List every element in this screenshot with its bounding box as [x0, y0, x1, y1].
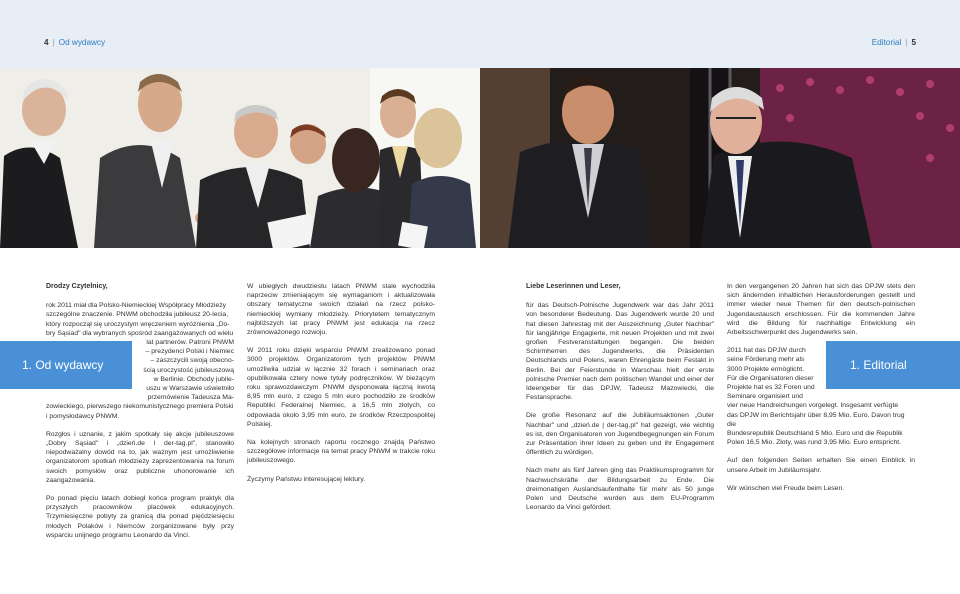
text-line: i pomysłodawcy PNWM. [46, 412, 120, 420]
paragraph-pl-5: W 2011 roku dzięki wsparciu PNWM zrealizowano ponad 3000 projektów. Organizatorom tych projektów PNWM umożliwiła udział w łącznie 32 forach i seminariach oraz opublikowała cztery nowe tytuły podręczników. W bieżącym roku sprawozdawczym PNWM dysponowała łączną kwotą 8,95 mln euro, z czego 5 mln euro pochodziło ze środków Republiki Federalnej Niemiec, a 16,5 mln złotych, co odpowiada około 3,95 mln euro, ze środków Rzeczpospolitej Polskiej. [247, 347, 435, 428]
right-column-1 [526, 282, 714, 521]
text-line: zowieckiego, pierwszego niekomunistycznego premiera Polski [46, 403, 234, 411]
paragraph-de-1: für das Deutsch-Polnische Jugendwerk war das Jahr 2011 von besonderer Bedeutung. Das Jugendwerk wurde 20 und hat diesen Jahrestag mit der Auszeichnung „Guter Nachbar" für langjährige Engagierte, mit neuen Projekten und mit zwei großen Festveranstaltungen begangen. Die beiden Schirmherren des Jugendwerks, die Präsidenten Deutschlands und Polens, waren Ehrengäste beim Festakt in Berlin. Bei der Feierstunde in Warschau hielt der erste polnische Premier nach dem politischen Wandel und einer der Ideengeber für das DPJW, Tadeusz Mazowiecki, die Festansprache. [526, 302, 714, 402]
paragraph-de-4: In den vergangenen 20 Jahren hat sich das DPJW stets den sich ändernden inhaltlichen Herausforderungen gestellt und immer wieder neue Themen für den deutsch-polnischen Jugendaustausch erschlossen. Für die kommenden Jahre wird die Bildung für nachhaltige Entwicklung ein Arbeitsschwerpunkt des Jugendwerks sein. [727, 283, 915, 337]
text-line: rok 2011 miał dla Polsko-Niemieckiej Współpracy Młodzieży [46, 302, 227, 310]
paragraph-de-5-wrap [727, 346, 819, 401]
photo-ceremony-group [0, 68, 480, 248]
text-line: uszu w Warszawie uświetniło [146, 385, 234, 393]
photo-event-illustration [480, 68, 960, 248]
text-line: w Berlinie. Obchody jubile- [153, 375, 234, 383]
greeting-de: Liebe Leserinnen und Leser, [526, 283, 621, 290]
text-line: das DPJW im Berichtsjahr über 8,95 Mio. Euro. Davon trug die [727, 411, 905, 428]
page-number-left: 4 [44, 38, 49, 47]
text-line: Bundesrepublik Deutschland 5 Mio. Euro und die Republik [727, 430, 903, 438]
paragraph-de-7: Wir wünschen viel Freude beim Lesen. [727, 484, 845, 492]
section-label-right: Editorial [871, 38, 902, 47]
text-line: bry Sąsiad" dla wybranych spośród zaangażowanych od wielu [46, 329, 234, 337]
header-band-left [0, 0, 480, 68]
right-column-2 [727, 282, 915, 502]
page-number-right: 5 [911, 38, 916, 47]
paragraph-pl-2: Rozgłos i uznanie, z jakim spotkały się akcje jubileuszowe „Dobry Sąsiad" i „dzień.de I der-tag.pl", stanowiło niepodważalny dowód na to, jak ważnym jest umożliwienie organizatorom spotkań młodzieży zaprezentowania na forum swoich pomysłów oraz publiczne uhonorowanie ich zaangażowania. [46, 430, 234, 484]
text-line: vier neue Handreichungen vorgelegt. Insgesamt verfügte [727, 402, 899, 410]
greeting-pl: Drodzy Czytelnicy, [46, 283, 108, 290]
text-line: lat partnerów. Patroni PNWM [146, 339, 234, 347]
section-tab-left-label: 1. Od wydawcy [22, 358, 104, 372]
paragraph-de-3: Nach mehr als fünf Jahren ging das Praktikumsprogramm für Nachwuchskräfte der Bildungsarbeit zu Ende. Die dreimonatigen Auslandsaufenthalte für mehr als 50 junge Polen und Deutsche wurden aus dem EU-Programm Leonardo da Vinci gefördert. [526, 467, 714, 512]
section-tab-right-label: 1. Editorial [850, 358, 907, 372]
page-marker-left [44, 38, 105, 47]
text-line: ścią uroczystość jubileuszową [143, 366, 234, 374]
paragraph-pl-4: W ubiegłych dwudziestu latach PNWM stale wychodziła naprzeciw zmieniającym się wymaganiom i aktualizowała obszary tematyczne swoich działań na rzecz polsko-niemieckiej wymiany młodzieży. Priorytetem tematycznym najbliższych lat pracy PNWM jest edukacja na rzecz zrównoważonego rozwoju. [247, 283, 435, 337]
text-line: – zaszczycili swoją obecno- [150, 357, 234, 365]
text-line: Polen 16,5 Mio. Złoty, was rund 3,95 Mio. Euro entspricht. [727, 439, 902, 447]
text-line: szczególne znaczenie. PNWM obchodziła jubileusz 20-lecia, [46, 311, 229, 319]
text-line: Seminare organisiert und [727, 393, 803, 401]
text-line: 3000 Projekte ermöglicht. [727, 365, 805, 373]
text-line: Projekte hat es 32 Foren und [727, 384, 815, 392]
text-line: Für die Organisatoren dieser [727, 374, 814, 382]
paragraph-pl-6: Na kolejnych stronach raportu rocznego znajdą Państwo szczegółowe informacje na temat pracy PNWM w trakcie roku jubileuszowego. [247, 439, 435, 465]
separator: | [52, 38, 55, 47]
text-line: seine Förderung mehr als [727, 356, 805, 364]
paragraph-de-2: Die große Resonanz auf die Jubiläumsaktionen „Guter Nachbar" und „dzień.de | der-tag.pl" hat gezeigt, wie wichtig es ist, den Organisatoren von Jugendbegegnungen ein Forum zur Präsentation ihrer Ideen zu geben und ihr Engagement öffentlich zu würdigen. [526, 412, 714, 457]
text-line: przemówienie Tadeusza Ma- [147, 394, 234, 402]
text-line: który rozpoczął się uroczystym wręczeniem wyróżnienia „Do- [46, 320, 230, 328]
header-band-right [480, 0, 960, 68]
paragraph-pl-1 [46, 301, 234, 421]
left-column-2 [247, 282, 435, 493]
photo-ceremony-illustration [0, 68, 480, 248]
text-line: 2011 hat das DPJW durch [727, 347, 806, 355]
text-line: – prezydenci Polski i Niemiec [145, 348, 234, 356]
page-marker-right [872, 38, 916, 47]
left-column-1 [46, 282, 234, 549]
paragraph-de-5-rest [727, 401, 915, 447]
section-label-left: Od wydawcy [58, 38, 106, 47]
photo-two-men [480, 68, 960, 248]
paragraph-de-6: Auf den folgenden Seiten erhalten Sie einen Einblick in unsere Arbeit im Jubiläumsjahr. [727, 457, 915, 474]
paragraph-pl-7: Życzymy Państwu interesującej lektury. [247, 475, 366, 483]
paragraph-pl-3: Po ponad pięciu latach dobiegł końca program praktyk dla przyszłych pracowników placówek edukacyjnych. Trzymiesięczne pobyty za granicą dla ponad pięćdziesięciu młodych Polaków i Niemców zorganizowane były przy wsparciu unijnego programu Leonardo da Vinci. [46, 495, 234, 539]
separator: | [905, 38, 908, 47]
